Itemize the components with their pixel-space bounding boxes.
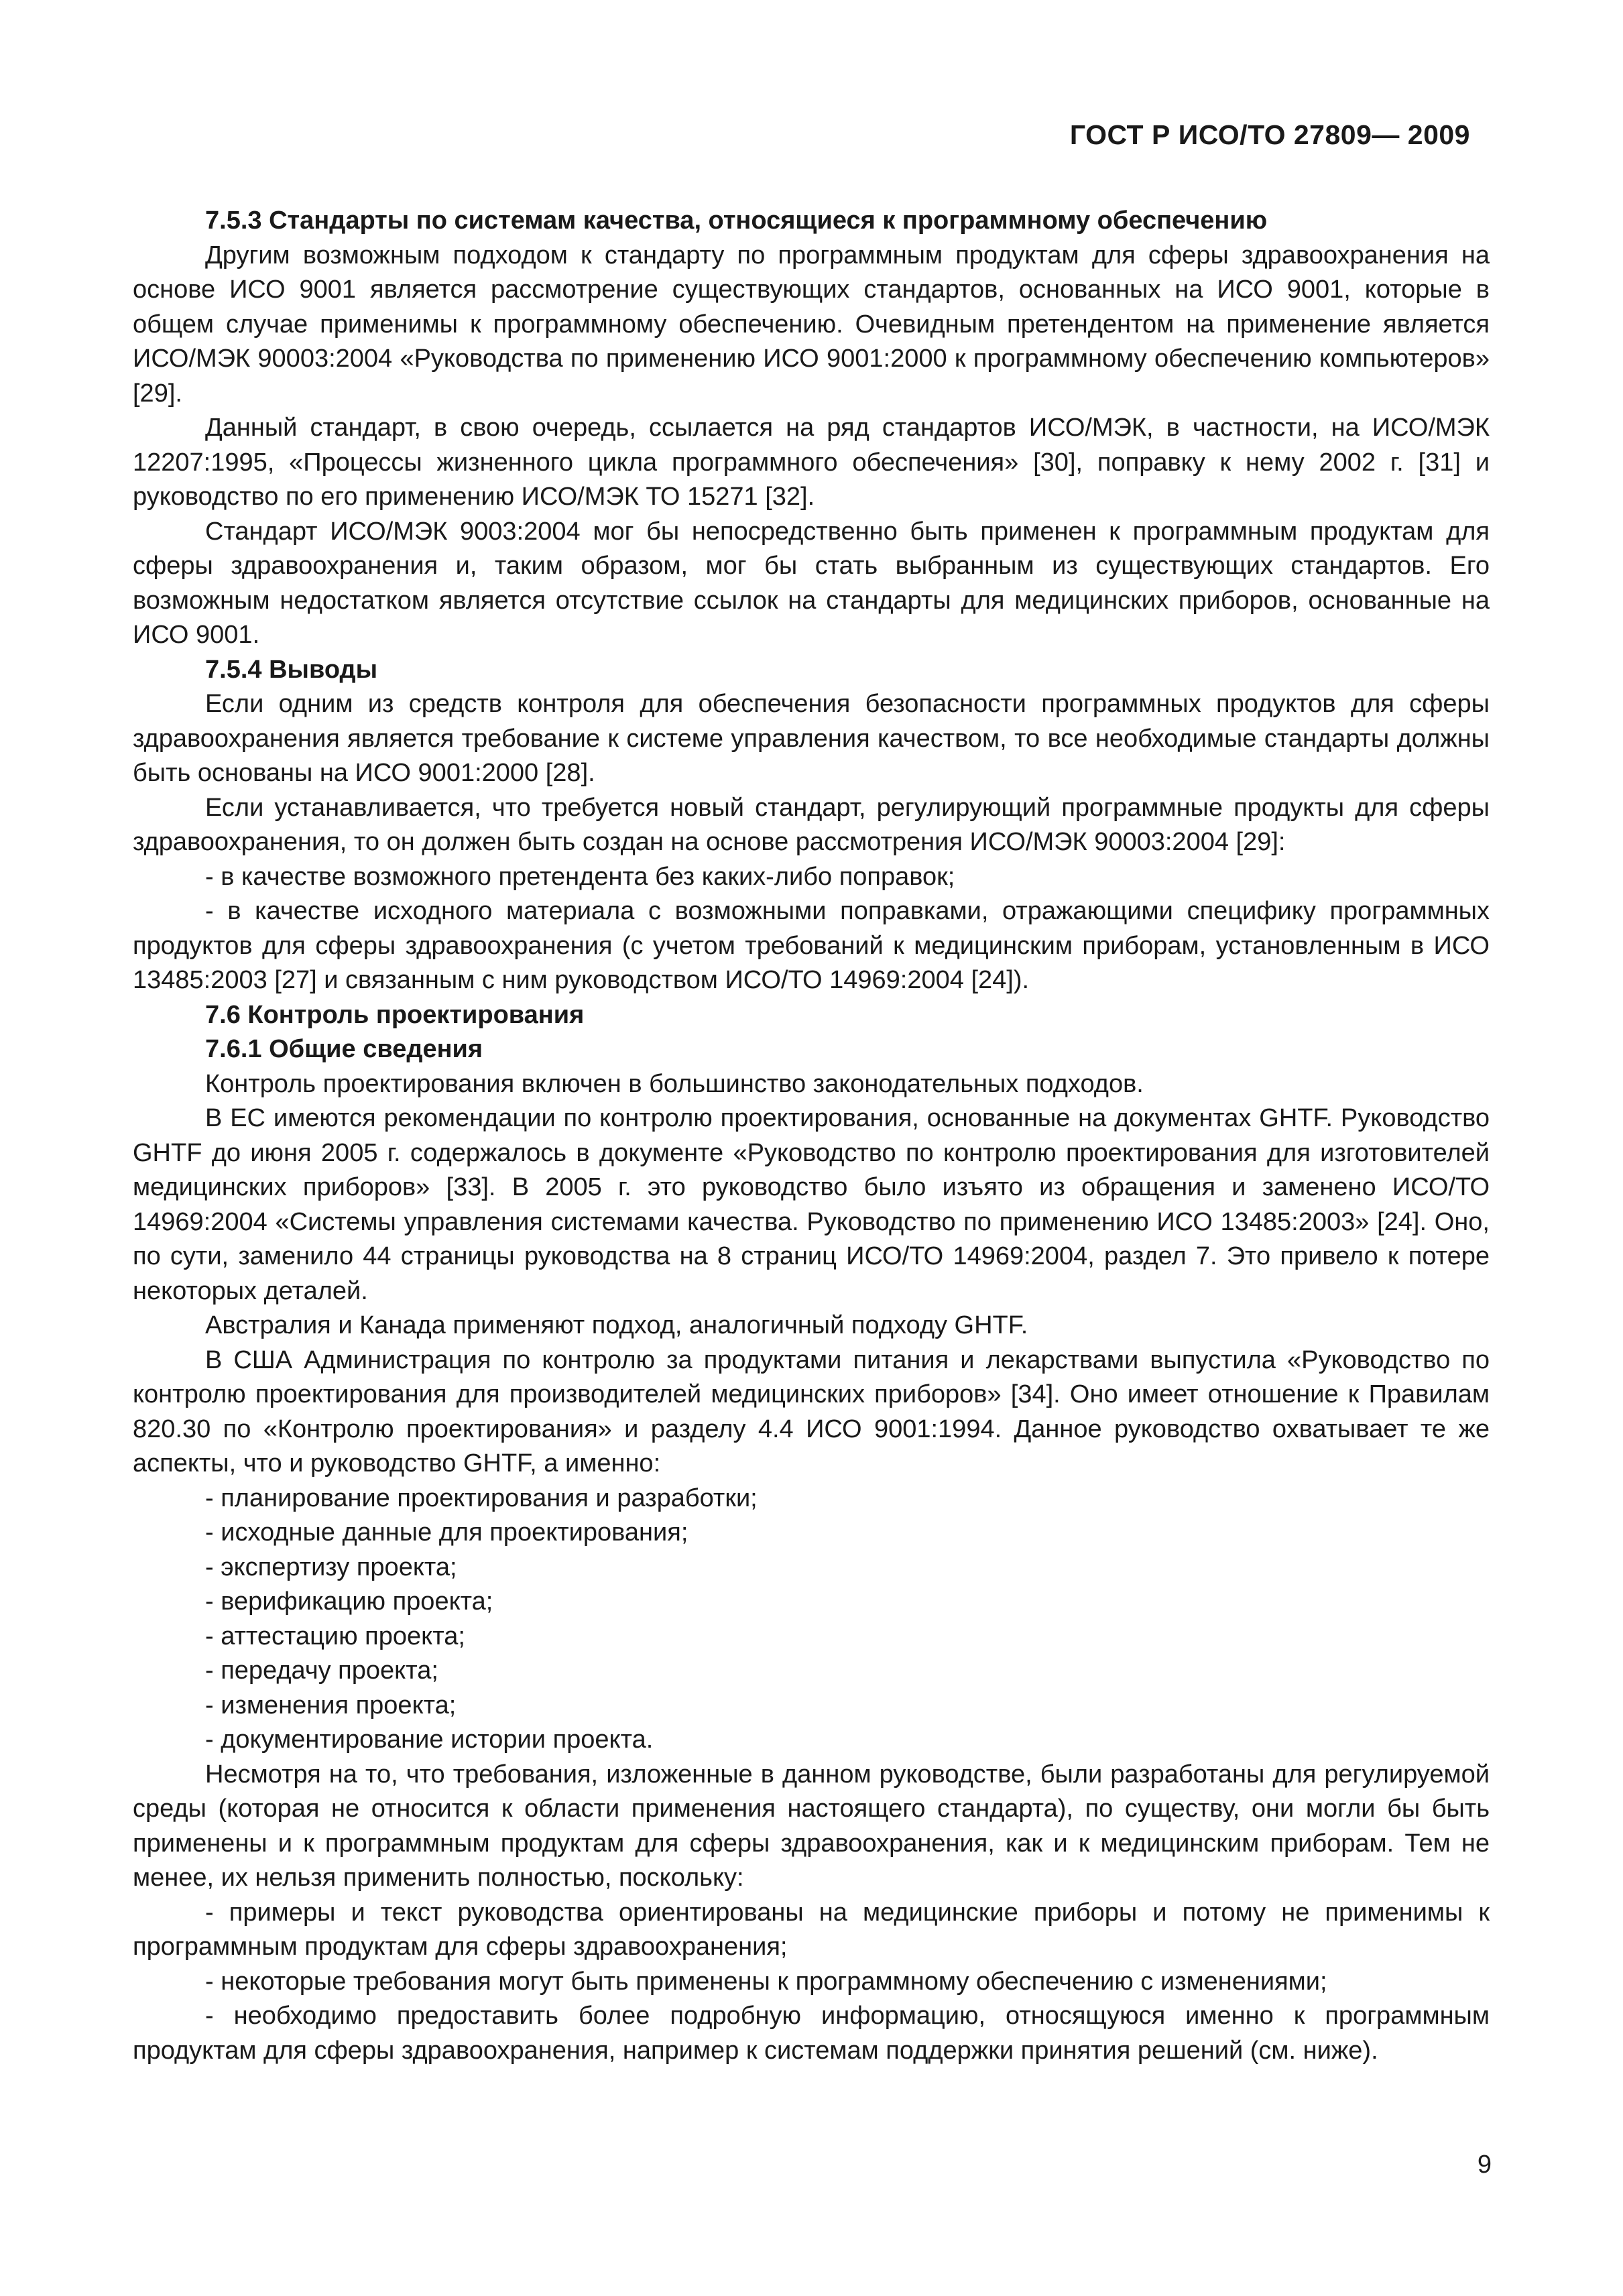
list-item: - документирование истории проекта. xyxy=(205,1726,654,1754)
section-heading-7-6: 7.6 Контроль проектирования xyxy=(205,1000,585,1029)
list-item: - примеры и текст руководства ориентированы на медицинские приборы и потому не применимы к программным продуктам для сферы здравоохранения; xyxy=(133,1898,1490,1961)
list-item: - необходимо предоставить более подробную информацию, относящуюся именно к программным продуктам для сферы здравоохранения, например к системам поддержки принятия решений (см. ниже). xyxy=(133,2002,1490,2065)
section-heading-7-6-1: 7.6.1 Общие сведения xyxy=(205,1035,483,1063)
list-item: - планирование проектирования и разработки; xyxy=(205,1484,758,1512)
paragraph: В США Администрация по контролю за продуктами питания и лекарствами выпустила «Руководство по контролю проектирования для производителей медицинских приборов» [34]. Оно имеет отношение к Правилам 820.30 по «Контролю проектирования» и разделу 4.4 ИСО 9001:1994. Данное руководство охватывает те же аспекты, что и руководство GHTF, а именно: xyxy=(133,1345,1490,1477)
list-item: - некоторые требования могут быть применены к программному обеспечению с изменениями; xyxy=(205,1967,1327,1996)
list-item: - в качестве исходного материала с возможными поправками, отражающими специфику программных продуктов для сферы здравоохранения (с учетом требований к медицинским приборам, установленным в ИСО 13485:2003 [27] и связанным с ним руководством ИСО/ТО 14969:2004 [24]). xyxy=(133,897,1490,994)
section-heading-7-5-4: 7.5.4 Выводы xyxy=(205,655,378,684)
paragraph: В ЕС имеются рекомендации по контролю проектирования, основанные на документах GHTF. Руководство GHTF до июня 2005 г. содержалось в документе «Руководство по контролю проектирования для изготовителей медицинских приборов» [33]. В 2005 г. это руководство было изъято из обращения и заменено ИСО/ТО 14969:2004 «Системы управления системами качества. Руководство по применению ИСО 13485:2003» [24]. Оно, по сути, заменило 44 страницы руководства на 8 страниц ИСО/ТО 14969:2004, раздел 7. Это привело к потере некоторых деталей. xyxy=(133,1104,1490,1305)
section-heading-7-5-3: 7.5.3 Стандарты по системам качества, относящиеся к программному обеспечению xyxy=(205,206,1268,235)
document-header: ГОСТ Р ИСО/ТО 27809— 2009 xyxy=(1069,119,1470,150)
document-body xyxy=(133,204,1490,2068)
paragraph: Австралия и Канада применяют подход, аналогичный подходу GHTF. xyxy=(205,1311,1028,1339)
paragraph: Другим возможным подходом к стандарту по программным продуктам для сферы здравоохранения на основе ИСО 9001 является рассмотрение существующих стандартов, основанных на ИСО 9001, которые в общем случае применимы к программному обеспечению. Очевидным претендентом на применение является ИСО/МЭК 90003:2004 «Руководства по применению ИСО 9001:2000 к программному обеспечению компьютеров» [29]. xyxy=(133,241,1490,408)
paragraph: Стандарт ИСО/МЭК 9003:2004 мог бы непосредственно быть применен к программным продуктам для сферы здравоохранения и, таким образом, мог бы стать выбранным из существующих стандартов. Его возможным недостатком является отсутствие ссылок на стандарты для медицинских приборов, основанные на ИСО 9001. xyxy=(133,517,1490,649)
page-number: 9 xyxy=(1477,2151,1492,2179)
list-item: - верификацию проекта; xyxy=(205,1587,493,1616)
list-item: - изменения проекта; xyxy=(205,1691,457,1719)
paragraph: Контроль проектирования включен в большинство законодательных подходов. xyxy=(205,1069,1144,1098)
paragraph: Данный стандарт, в свою очередь, ссылается на ряд стандартов ИСО/МЭК, в частности, на ИСО/МЭК 12207:1995, «Процессы жизненного цикла программного обеспечения» [30], поправку к нему 2002 г. [31] и руководство по его применению ИСО/МЭК ТО 15271 [32]. xyxy=(133,414,1490,511)
list-item: - исходные данные для проектирования; xyxy=(205,1518,688,1547)
paragraph: Несмотря на то, что требования, изложенные в данном руководстве, были разработаны для регулируемой среды (которая не относится к области применения настоящего стандарта), по существу, они могли бы быть применены и к программным продуктам для сферы здравоохранения, как и к медицинским приборам. Тем не менее, их нельзя применить полностью, поскольку: xyxy=(133,1760,1490,1892)
paragraph: Если одним из средств контроля для обеспечения безопасности программных продуктов для сферы здравоохранения является требование к системе управления качеством, то все необходимые стандарты должны быть основаны на ИСО 9001:2000 [28]. xyxy=(133,690,1490,787)
paragraph: Если устанавливается, что требуется новый стандарт, регулирующий программные продукты для сферы здравоохранения, то он должен быть создан на основе рассмотрения ИСО/МЭК 90003:2004 [29]: xyxy=(133,793,1490,856)
list-item: - передачу проекта; xyxy=(205,1656,438,1685)
list-item: - экспертизу проекта; xyxy=(205,1553,457,1581)
list-item: - аттестацию проекта; xyxy=(205,1622,465,1650)
list-item: - в качестве возможного претендента без каких-либо поправок; xyxy=(205,862,955,891)
